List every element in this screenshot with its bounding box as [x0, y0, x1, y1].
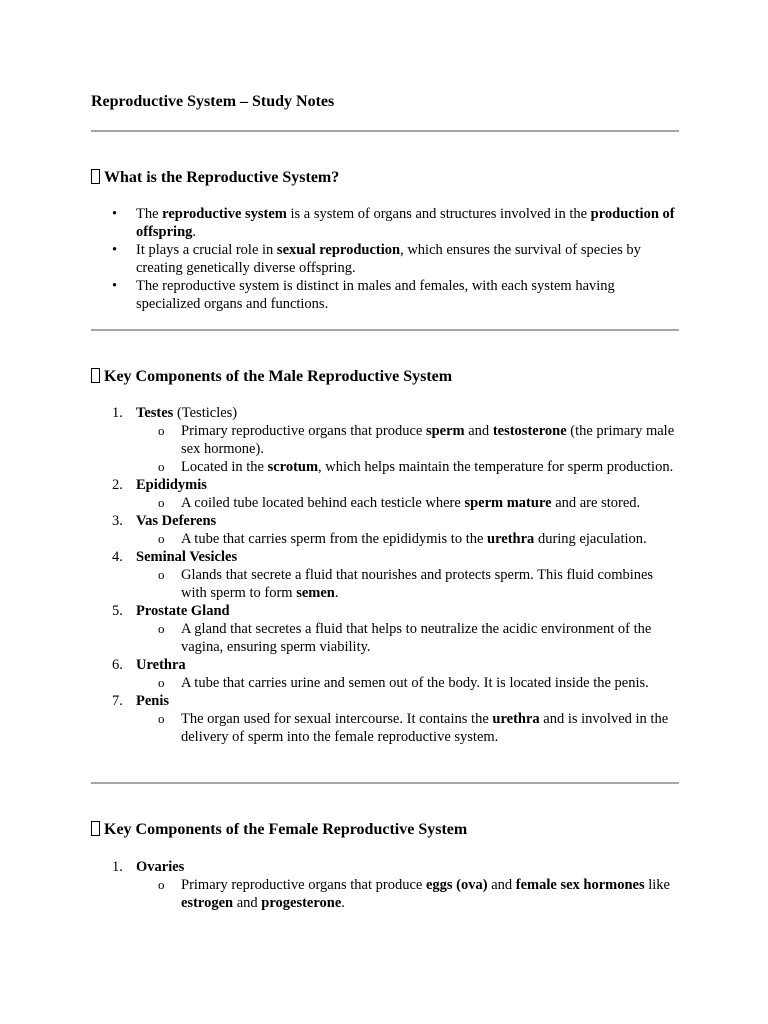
- list-item: [91, 512, 679, 548]
- item-name: Urethra: [136, 657, 186, 673]
- emphasis-text: scrotum: [267, 459, 319, 475]
- item-name: Ovaries: [136, 859, 185, 875]
- list-item: • The reproductive system is a system of organs and structures involved in the production of offspring.: [91, 205, 679, 241]
- emphasis-text: production of offspring: [136, 206, 675, 240]
- sub-list: [136, 710, 679, 746]
- emphasis-text: semen: [296, 585, 335, 601]
- section-heading: Key Components of the Female Reproductive System: [91, 821, 467, 839]
- item-name: Testes: [136, 405, 174, 421]
- list-item: [91, 548, 679, 602]
- section-heading: Key Components of the Male Reproductive System: [91, 368, 452, 386]
- placeholder-glyph-icon: [91, 368, 100, 383]
- sub-list: [136, 530, 679, 548]
- numbered-list: [91, 404, 679, 746]
- emphasis-text: progesterone: [261, 895, 342, 911]
- divider: [91, 329, 679, 331]
- list-item: • It plays a crucial role in sexual reproduction, which ensures the survival of species by creating genetically diverse offspring.: [91, 241, 679, 277]
- section-heading: What is the Reproductive System?: [91, 169, 339, 187]
- item-number: 7.: [112, 693, 123, 709]
- emphasis-text: sperm: [425, 423, 465, 439]
- list-item: • The reproductive system is distinct in males and females, with each system having specialized organs and functions.: [91, 277, 679, 313]
- item-number: 1.: [112, 405, 123, 421]
- list-item: [91, 476, 679, 512]
- sub-list: [136, 620, 679, 656]
- list-item: [91, 858, 679, 912]
- item-name: Prostate Gland: [136, 603, 230, 619]
- bullet-list: [91, 205, 679, 313]
- sub-list: [136, 494, 679, 512]
- sub-list-item: o A gland that secretes a fluid that helps to neutralize the acidic environment of the vagina, ensuring sperm viability.: [136, 620, 679, 656]
- item-name: Penis: [136, 693, 170, 709]
- emphasis-text: sexual reproduction: [276, 242, 401, 258]
- emphasis-text: estrogen: [181, 895, 234, 911]
- sub-list-item: o Glands that secrete a fluid that nourishes and protects sperm. This fluid combines with sperm to form semen.: [136, 566, 679, 602]
- divider: [91, 130, 679, 132]
- item-number: 5.: [112, 603, 123, 619]
- item-number: 3.: [112, 513, 123, 529]
- sub-list-item: o A tube that carries urine and semen out of the body. It is located inside the penis.: [136, 674, 679, 692]
- item-name: Seminal Vesicles: [136, 549, 238, 565]
- emphasis-text: testosterone: [492, 423, 567, 439]
- sub-list-item: o Primary reproductive organs that produce sperm and testosterone (the primary male sex hormone).: [136, 422, 679, 458]
- emphasis-text: sperm mature: [464, 495, 552, 511]
- divider: [91, 782, 679, 784]
- list-item: [91, 692, 679, 746]
- list-item: [91, 656, 679, 692]
- placeholder-glyph-icon: [91, 821, 100, 836]
- list-item: [91, 602, 679, 656]
- sub-list: [136, 876, 679, 912]
- numbered-list: [91, 858, 679, 912]
- sub-list-item: o The organ used for sexual intercourse. It contains the urethra and is involved in the delivery of sperm into the female reproductive system.: [136, 710, 679, 746]
- sub-list-item: o A tube that carries sperm from the epididymis to the urethra during ejaculation.: [136, 530, 679, 548]
- page-title: Reproductive System – Study Notes: [91, 93, 335, 110]
- list-item: 1. Testes (Testicles) o Primary reproductive organs that produce sperm and testosterone (the primary male sex hormone). o Located in the scrotum, which helps maintain the temperature for sperm production.: [91, 404, 679, 476]
- sub-list-item: o A coiled tube located behind each testicle where sperm mature and are stored.: [136, 494, 679, 512]
- sub-list: [136, 422, 679, 476]
- item-number: 1.: [112, 859, 123, 875]
- item-number: 2.: [112, 477, 123, 493]
- emphasis-text: urethra: [487, 531, 535, 547]
- sub-list: [136, 674, 679, 692]
- sub-list-item: o Primary reproductive organs that produce eggs (ova) and female sex hormones like estrogen and progesterone.: [136, 876, 679, 912]
- item-number: 4.: [112, 549, 123, 565]
- emphasis-text: female sex hormones: [515, 877, 645, 893]
- sub-list-item: o Located in the scrotum, which helps maintain the temperature for sperm production.: [136, 458, 679, 476]
- emphasis-text: urethra: [492, 711, 540, 727]
- emphasis-text: eggs (ova): [425, 877, 488, 893]
- sub-list: [136, 566, 679, 602]
- item-name: Epididymis: [136, 477, 207, 493]
- item-name: Vas Deferens: [136, 513, 217, 529]
- placeholder-glyph-icon: [91, 169, 100, 184]
- emphasis-text: reproductive system: [162, 206, 287, 222]
- item-number: 6.: [112, 657, 123, 673]
